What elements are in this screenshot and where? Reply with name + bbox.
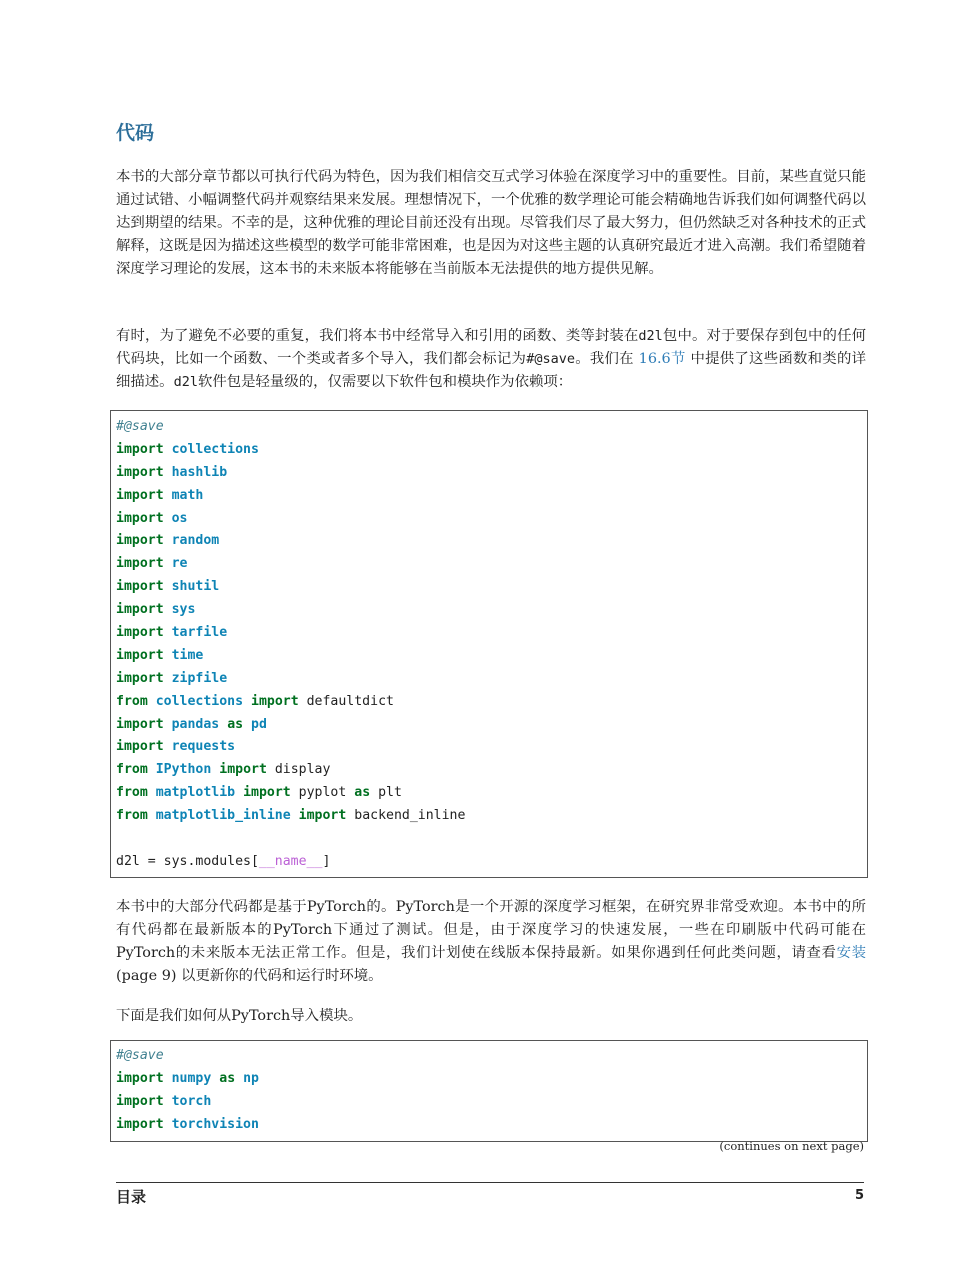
para3-text-2: (page 9) 以更新你的代码和运行时环境。 — [116, 968, 383, 984]
code-line-import-math: import math — [116, 487, 204, 503]
paragraph-intro: 本书的大部分章节都以可执行代码为特色，因为我们相信交互式学习体验在深度学习中的重要性。目前，某些直觉只能通过试错、小幅调整代码并观察结果来发展。理想情况下，一个优雅的数学理论可能会精确地告诉我们如何调整代码以达到期望的结果。不幸的是，这种优雅的理论目前还没有出现。尽管我们尽了最大努力，但仍然缺乏对各种技术的正式解释，这既是因为描述这些模型的数学可能非常困难，也是因为对这些主题的认真研究最近才进入高潮。我们希望随着深度学习理论的发展，这本书的未来版本将能够在当前版本无法提供的地方提供见解。 — [116, 169, 866, 277]
code-line-import-pandas: import pandas as pd — [116, 716, 267, 732]
code-line-import-re: import re — [116, 556, 188, 572]
code-line-import-numpy: import numpy as np — [116, 1070, 259, 1086]
page-number: 5 — [854, 1188, 864, 1203]
code-line-import-requests: import requests — [116, 739, 236, 755]
code-line-from-ipython: from IPython import display — [116, 762, 331, 778]
para2-text-5: 软件包是轻量级的，仅需要以下软件包和模块作为依赖项： — [197, 374, 573, 390]
section-title: 代码 — [116, 122, 155, 144]
code-line-import-tarfile: import tarfile — [116, 625, 228, 641]
code-line-from-collections: from collections import defaultdict — [116, 693, 394, 709]
code-line-import-os: import os — [116, 510, 188, 526]
para2-text-4: 中提供了这些函数和类的详细描述。 — [116, 351, 866, 390]
para3-text-1: 本书中的大部分代码都是基于PyTorch的。PyTorch是一个开源的深度学习框架，在研究界非常受欢迎。本书中的所有代码都在最新版本的PyTorch下通过了测试。但是，由于深度学习的快速发展，一些在印刷版中代码可能在PyTorch的未来版本无法正常工作。但是，我们计划使在线版本保持最新。如果你遇到任何此类问题，请查看 — [116, 899, 866, 961]
code-line-import-zipfile: import zipfile — [116, 670, 228, 686]
code-line-import-time: import time — [116, 647, 204, 663]
code-block-pytorch-imports[interactable] — [110, 1040, 868, 1142]
para2-text-3: 。我们在 — [574, 351, 639, 367]
paragraph-d2l-package — [116, 325, 866, 394]
inline-code-d2l-2: d2l — [173, 374, 198, 390]
footer-chapter-title: 目录 — [116, 1188, 147, 1206]
footer-divider — [116, 1182, 864, 1183]
code-line-from-matplotlib-inline: from matplotlib_inline import backend_inline — [116, 808, 466, 824]
para2-text-2: 包中。对于要保存到包中的任何代码块，比如一个函数、一个类或者多个导入，我们都会标记为 — [116, 328, 866, 367]
code-line-assign-d2l: d2l = sys.modules[__name__] — [116, 853, 331, 869]
install-link[interactable]: 安装 — [836, 945, 866, 961]
inline-code-save: #@save — [526, 351, 575, 367]
code-line-import-torchvision: import torchvision — [116, 1116, 259, 1132]
code-line-import-shutil: import shutil — [116, 579, 220, 595]
code-line-import-collections: import collections — [116, 441, 259, 457]
code-line-import-sys: import sys — [116, 602, 196, 618]
code-blank-line — [111, 828, 867, 851]
code-block-imports[interactable] — [110, 410, 868, 878]
inline-code-d2l: d2l — [638, 328, 663, 344]
code-line-import-torch: import torch — [116, 1093, 212, 1109]
code-comment-2: #@save — [116, 1048, 164, 1063]
code-line-import-random: import random — [116, 533, 220, 549]
code-line-import-hashlib: import hashlib — [116, 464, 228, 480]
code-line-from-matplotlib: from matplotlib import pyplot as plt — [116, 785, 402, 801]
section-link[interactable]: 16.6节 — [638, 351, 686, 367]
paragraph-pytorch — [116, 896, 866, 988]
paragraph-import-intro: 下面是我们如何从PyTorch导入模块。 — [116, 1008, 363, 1024]
code-comment: #@save — [116, 419, 164, 434]
continues-note: (continues on next page) — [719, 1139, 864, 1153]
para2-text-1: 有时，为了避免不必要的重复，我们将本书中经常导入和引用的函数、类等封装在 — [116, 328, 639, 344]
